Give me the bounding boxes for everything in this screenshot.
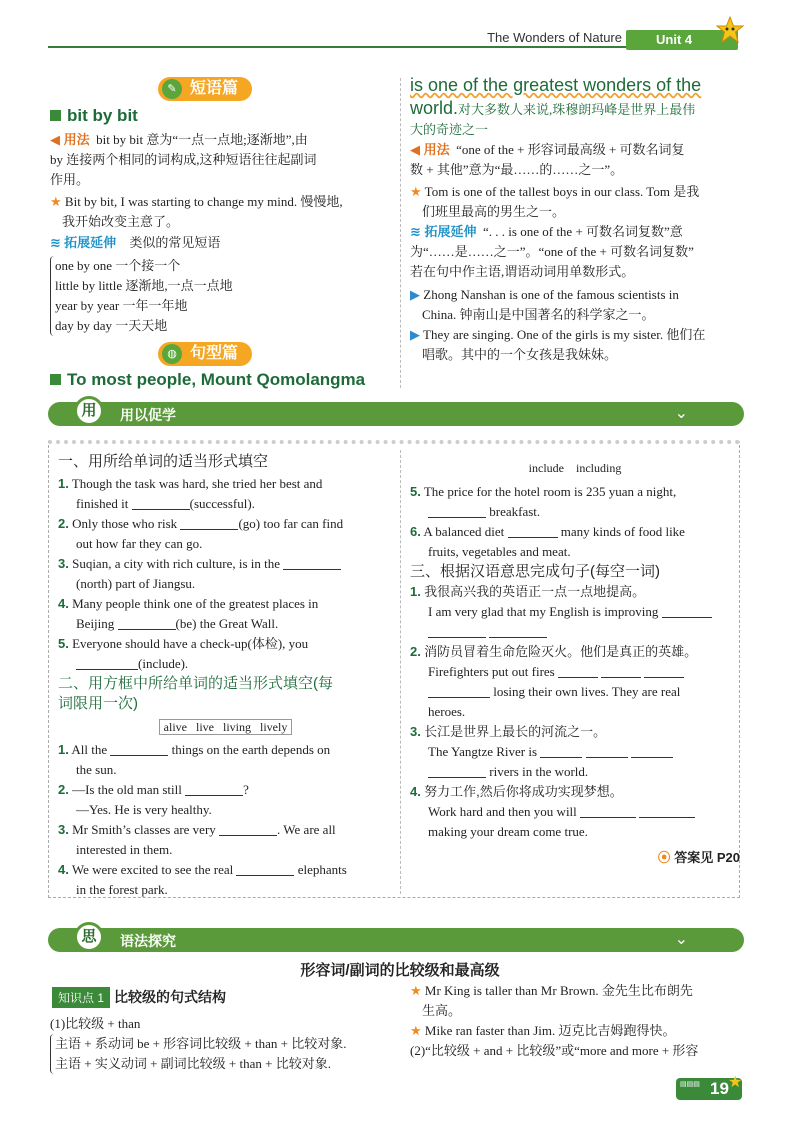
answer-blank[interactable] — [185, 783, 243, 796]
answer-blank[interactable] — [540, 745, 582, 758]
usage-block: ◀ 用法 bit by bit 意为“一点一点地;逐渐地”,由 by 连接两个相同的词构成,这种短语往往起副词 作用。 — [50, 132, 317, 187]
answer-blank[interactable] — [639, 805, 695, 818]
square-bullet-icon — [50, 110, 61, 121]
answer-blank[interactable] — [428, 625, 486, 638]
star-mascot-icon — [716, 16, 744, 44]
example-block-2: ★ Tom is one of the tallest boys in our class. Tom 是我 们班里最高的男生之一。 — [410, 184, 700, 219]
star-bullet-icon: ★ — [410, 1023, 422, 1038]
book-title: The Wonders of Nature — [487, 30, 622, 45]
usage-label: ◀ 用法 — [50, 132, 90, 147]
section-3-title: 三、根据汉语意思完成句子(每空一词) — [410, 563, 660, 580]
answer-blank[interactable] — [601, 665, 641, 678]
word-box-2: include including — [528, 461, 622, 475]
column-divider — [400, 78, 401, 388]
chevron-down-icon[interactable]: ⌄ — [674, 931, 688, 948]
answer-blank[interactable] — [586, 745, 628, 758]
sentence-heading-cont: is one of the greatest wonders of the — [410, 75, 702, 95]
phrase-icon: ✎ — [162, 79, 182, 99]
triangle-bullet-icon: ▶ — [410, 327, 420, 342]
practice-banner[interactable]: 用 用以促学 ⌄ — [48, 402, 744, 426]
globe-icon: ◍ — [162, 344, 182, 364]
section-1-title: 一、用所给单词的适当形式填空 — [58, 453, 269, 470]
extension-block-2: ≋ 拓展延伸 “. . . is one of the + 可数名词复数”意 为“……是……之一”。“one of the + 可数名词复数” 若在句中作主语,谓语动词用单数形式。 — [410, 224, 694, 279]
example-block: ★ Bit by bit, I was starting to change my mind. 慢慢地, 我开始改变主意了。 — [50, 194, 343, 229]
wifi-icon: ≋ — [50, 235, 61, 250]
exercises-right: include including 5. The price for the hotel room is 235 yuan a night, breakfast. 6. A balanced diet many kinds of food like fruits, vegetables and meat. 三、根据汉语意思完成句子(每空一词) 1. 我很高兴我的英语正一点一点地提高。 I am very glad that my English is improving 2. 消防员冒着生命危险灭火。他们是真正的英雄。 Firefighters put out fires losing their own lives. They are real heroes. 3. 长江是世界上最长的河流之一。 The Yangtze River is rivers in the world. 4. 努力工作,然后你将成功实现梦想。 Work hard and then you will making your dream come true. ⦿ 答案见 P20 — [410, 458, 740, 868]
example-block-3: ▶ Zhong Nanshan is one of the famous scientists in China. 钟南山是中国著名的科学家之一。 ▶ They are singing. One of the girls is my sister. 他们在 唱歌。其中的一个女孩是我妹妹。 — [410, 287, 706, 362]
triangle-bullet-icon: ▶ — [410, 287, 420, 302]
answer-blank[interactable] — [644, 665, 684, 678]
wifi-icon: ≋ — [410, 224, 425, 239]
grammar-right: ★ Mr King is taller than Mr Brown. 金先生比布朗先 生高。 ★ Mike ran faster than Jim. 迈克比吉姆跑得快。 (2)“比较级 + and + 比较级”或“more and more + 形容 — [410, 983, 699, 1058]
answer-blank[interactable] — [180, 517, 238, 530]
phrase-section-badge: ✎ 短语篇 — [158, 77, 252, 101]
answer-blank[interactable] — [428, 685, 490, 698]
answer-blank[interactable] — [110, 743, 168, 756]
exercise-divider — [400, 450, 401, 894]
answer-blank[interactable] — [283, 557, 341, 570]
word-box: alive live living lively — [58, 717, 393, 737]
phrase-heading: bit by bit — [50, 106, 138, 126]
footer-mini-text-icon: ▤▤▤ — [680, 1081, 700, 1088]
knowledge-point-header: 知识点 1 比较级的句式结构 — [52, 987, 226, 1009]
sentence-heading-cn: world.对大多数人来说,珠穆朗玛峰是世界上最伟 大的奇迹之一 — [410, 98, 696, 137]
star-icon: ★ — [728, 1074, 743, 1091]
star-bullet-icon: ★ — [410, 983, 422, 998]
answer-blank[interactable] — [489, 625, 547, 638]
grammar-left: (1)比较级 + than 主语 + 系动词 be + 形容词比较级 + than + 比较对象. 主语 + 实义动词 + 副词比较级 + than + 比较对象. — [50, 1014, 395, 1074]
section-2-title: 二、用方框中所给单词的适当形式填空(每 词限用一次) — [58, 675, 333, 712]
similar-phrases: one by one 一个接一个 little by little 逐渐地,一点一点地 year by year 一年一年地 day by day 一天天地 — [50, 256, 233, 336]
page-number-badge: ▤▤▤ 19 ★ — [676, 1078, 742, 1100]
location-pin-icon: ⦿ — [657, 850, 671, 865]
star-bullet-icon: ★ — [50, 194, 62, 209]
exercises-left: 一、用所给单词的适当形式填空 1. Though the task was hard, she tried her best and finished it (successful). 2. Only those who risk (go) too far can find out how far they can go. 3. Suqian, a city with rich culture, is in the (north) part of Jiangsu. 4. Many people think one of the greatest places in Beijing (be) the Great Wall. 5. Everyone should have a check-up(体检), you (include). 二、用方框中所给单词的适当形式填空(每 词限用一次) alive live living lively 1. All the things on the earth depends on the sun. 2. —Is the old man still ? —Yes. He is very healthy. 3. Mr Smith’s classes are very . We are all interested in them. 4. We were excited to see the real elephants in the forest park. — [58, 452, 393, 900]
answer-blank[interactable] — [428, 765, 486, 778]
grammar-banner[interactable]: 思 语法探究 ⌄ — [48, 928, 744, 952]
answer-blank[interactable] — [76, 657, 138, 670]
answer-blank[interactable] — [580, 805, 636, 818]
usage-block-2: ◀ 用法 “one of the + 形容词最高级 + 可数名词复 数 + 其他”意为“最……的……之一”。 — [410, 142, 685, 177]
sentence-heading: To most people, Mount Qomolangma — [50, 370, 365, 390]
sentence-section-badge: ◍ 句型篇 — [158, 342, 252, 366]
think-icon: 思 — [74, 922, 104, 952]
answer-blank[interactable] — [219, 823, 277, 836]
practice-icon: 用 — [74, 396, 104, 426]
answer-blank[interactable] — [428, 505, 486, 518]
answer-blank[interactable] — [236, 863, 294, 876]
extension-header: ≋ 拓展延伸 类似的常见短语 — [50, 235, 221, 250]
answer-blank[interactable] — [558, 665, 598, 678]
chevron-down-icon[interactable]: ⌄ — [674, 405, 688, 422]
answer-blank[interactable] — [662, 605, 712, 618]
answer-blank[interactable] — [631, 745, 673, 758]
star-bullet-icon: ★ — [410, 184, 422, 199]
square-bullet-icon — [50, 374, 61, 385]
grammar-title: 形容词/副词的比较级和最高级 — [300, 962, 500, 979]
answer-blank[interactable] — [132, 497, 190, 510]
answer-blank[interactable] — [118, 617, 176, 630]
usage-label: ◀ 用法 — [410, 142, 450, 157]
answer-blank[interactable] — [508, 525, 558, 538]
unit-tab: Unit 4 — [626, 30, 738, 50]
answer-reference[interactable]: ⦿ 答案见 P20 — [657, 850, 740, 865]
